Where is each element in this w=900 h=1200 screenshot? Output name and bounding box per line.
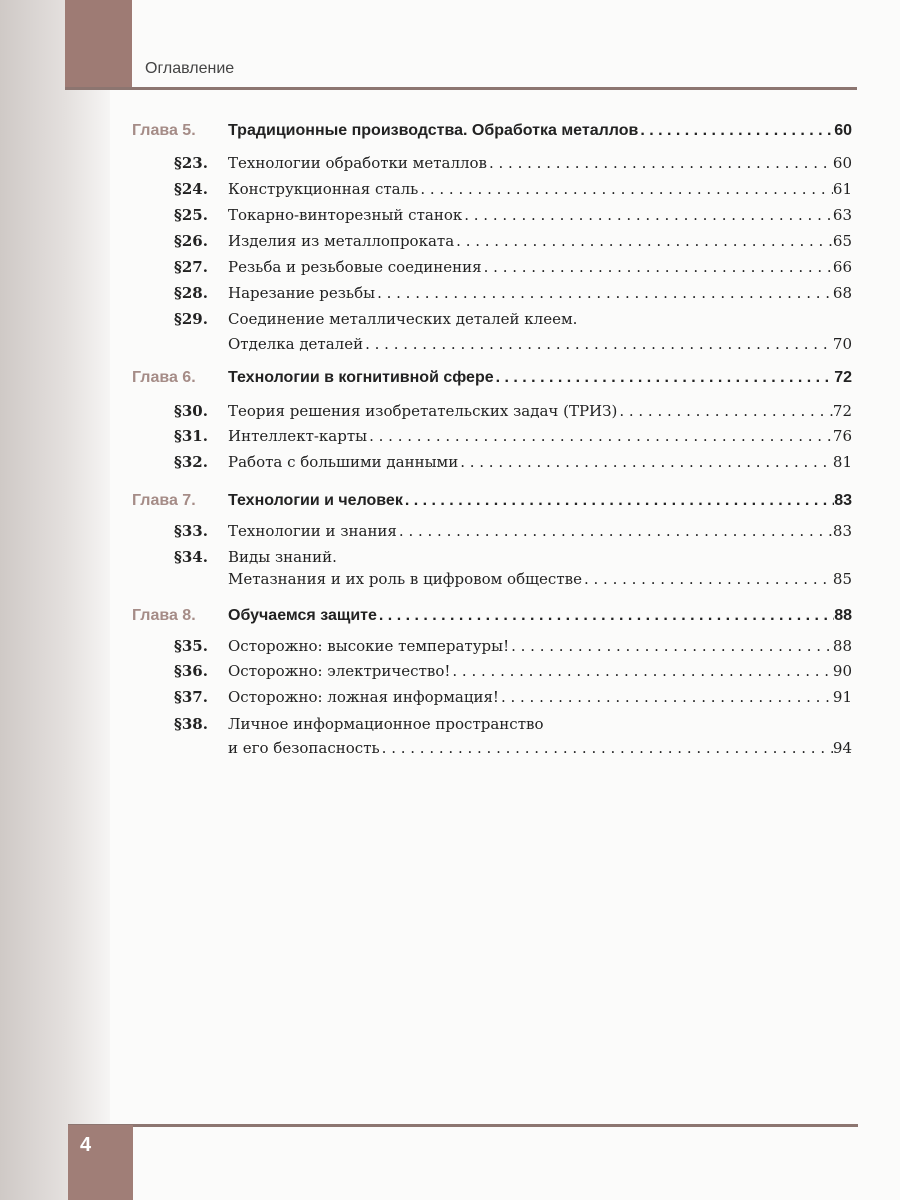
entry-label: §36.	[174, 662, 208, 680]
dot-leader	[375, 282, 833, 304]
entry-page: 94	[832, 739, 852, 757]
entry-title: Теория решения изобретательских задач (ТРИЗ)	[228, 402, 618, 420]
header-color-block	[65, 0, 132, 88]
toc-section-entry	[0, 282, 852, 304]
dot-leader	[509, 635, 833, 657]
toc-section-entry	[0, 204, 852, 226]
entry-page: 83	[832, 522, 852, 540]
entry-label: §30.	[174, 402, 208, 420]
entry-page: 72	[834, 369, 852, 386]
entry-label: §31.	[174, 427, 208, 445]
toc-chapter-entry	[0, 490, 852, 512]
dot-leader	[582, 568, 833, 590]
entry-page: 88	[832, 637, 852, 655]
entry-title: Резьба и резьбовые соединения	[228, 258, 482, 276]
dot-leader	[418, 178, 833, 200]
entry-page: 83	[834, 492, 852, 509]
entry-page: 70	[832, 335, 852, 353]
toc-section-entry	[0, 635, 852, 657]
toc-chapter-entry	[0, 367, 852, 389]
entry-title: Технологии обработки металлов	[228, 154, 487, 172]
toc-entry-line1	[0, 308, 852, 330]
dot-leader	[638, 120, 834, 142]
entry-title-line1: Виды знаний.	[228, 548, 337, 566]
entry-page: 60	[834, 122, 852, 139]
dot-leader	[377, 605, 834, 627]
toc-section-entry	[0, 425, 852, 447]
entry-title: Интеллект-карты	[228, 427, 368, 445]
toc-section-entry	[0, 660, 852, 682]
entry-title: Нарезание резьбы	[228, 284, 376, 302]
entry-title: Технологии и человек	[228, 492, 403, 509]
entry-title: Конструкционная сталь	[228, 180, 419, 198]
entry-title: Осторожно: ложная информация!	[228, 688, 499, 706]
entry-page: 88	[834, 607, 852, 624]
dot-leader	[458, 451, 833, 473]
entry-page: 85	[832, 570, 852, 588]
entry-label: Глава 7.	[132, 492, 196, 509]
entry-title: Обучаемся защите	[228, 607, 377, 624]
entry-page: 76	[832, 427, 852, 445]
toc-section-entry	[0, 256, 852, 278]
dot-leader	[450, 660, 833, 682]
entry-label: Глава 5.	[132, 122, 196, 139]
entry-title: Традиционные производства. Обработка металлов	[228, 122, 639, 139]
toc-section-entry	[0, 178, 852, 200]
entry-page: 66	[832, 258, 852, 276]
entry-title: Технологии и знания	[228, 522, 397, 540]
entry-page: 63	[832, 206, 852, 224]
entry-title: Метазнания и их роль в цифровом обществе	[228, 570, 582, 588]
toc-section-entry	[0, 686, 852, 708]
entry-title: Изделия из металлопроката	[228, 232, 455, 250]
dot-leader	[380, 737, 833, 759]
entry-label: §32.	[174, 453, 208, 471]
footer-rule	[68, 1124, 858, 1127]
entry-page: 81	[832, 453, 852, 471]
entry-label: §33.	[174, 522, 208, 540]
entry-title: Осторожно: электричество!	[228, 662, 451, 680]
entry-label: §38.	[174, 715, 208, 733]
entry-title-line1: Личное информационное пространство	[228, 715, 544, 733]
entry-label: §25.	[174, 206, 208, 224]
entry-page: 90	[832, 662, 852, 680]
entry-label: §37.	[174, 688, 208, 706]
entry-label: §23.	[174, 154, 208, 172]
toc-section-entry	[0, 333, 852, 355]
dot-leader	[494, 367, 835, 389]
toc-section-entry	[0, 737, 852, 759]
dot-leader	[462, 204, 833, 226]
entry-page: 65	[832, 232, 852, 250]
entry-page: 72	[832, 402, 852, 420]
dot-leader	[617, 400, 833, 422]
entry-label: §29.	[174, 310, 208, 328]
entry-label: Глава 6.	[132, 369, 196, 386]
dot-leader	[367, 425, 833, 447]
footer-color-block	[68, 1125, 133, 1200]
entry-title: Работа с большими данными	[228, 453, 459, 471]
entry-title: Осторожно: высокие температуры!	[228, 637, 510, 655]
toc-chapter-entry	[0, 605, 852, 627]
entry-page: 68	[832, 284, 852, 302]
entry-label: §35.	[174, 637, 208, 655]
toc-section-entry	[0, 400, 852, 422]
entry-title: Технологии в когнитивной сфере	[228, 369, 494, 386]
toc-section-entry	[0, 451, 852, 473]
dot-leader	[454, 230, 833, 252]
header-rule	[65, 87, 857, 90]
entry-label: §24.	[174, 180, 208, 198]
entry-label: §27.	[174, 258, 208, 276]
entry-title-line1: Соединение металлических деталей клеем.	[228, 310, 578, 328]
entry-page: 91	[832, 688, 852, 706]
toc-chapter-entry	[0, 120, 852, 142]
entry-label: §34.	[174, 548, 208, 566]
entry-title: и его безопасность	[228, 739, 380, 757]
dot-leader	[363, 333, 833, 355]
entry-label: Глава 8.	[132, 607, 196, 624]
toc-section-entry	[0, 568, 852, 590]
dot-leader	[482, 256, 833, 278]
page-number: 4	[80, 1134, 92, 1156]
toc-entry-line1	[0, 546, 852, 568]
dot-leader	[499, 686, 833, 708]
entry-title: Токарно-винторезный станок	[228, 206, 463, 224]
entry-label: §26.	[174, 232, 208, 250]
dot-leader	[487, 152, 833, 174]
entry-title: Отделка деталей	[228, 335, 364, 353]
toc-section-entry	[0, 152, 852, 174]
entry-page: 61	[832, 180, 852, 198]
running-header: Оглавление	[145, 60, 235, 77]
toc-section-entry	[0, 230, 852, 252]
toc-section-entry	[0, 520, 852, 542]
entry-page: 60	[832, 154, 852, 172]
dot-leader	[397, 520, 833, 542]
toc-entry-line1	[0, 713, 852, 735]
dot-leader	[403, 490, 834, 512]
entry-label: §28.	[174, 284, 208, 302]
